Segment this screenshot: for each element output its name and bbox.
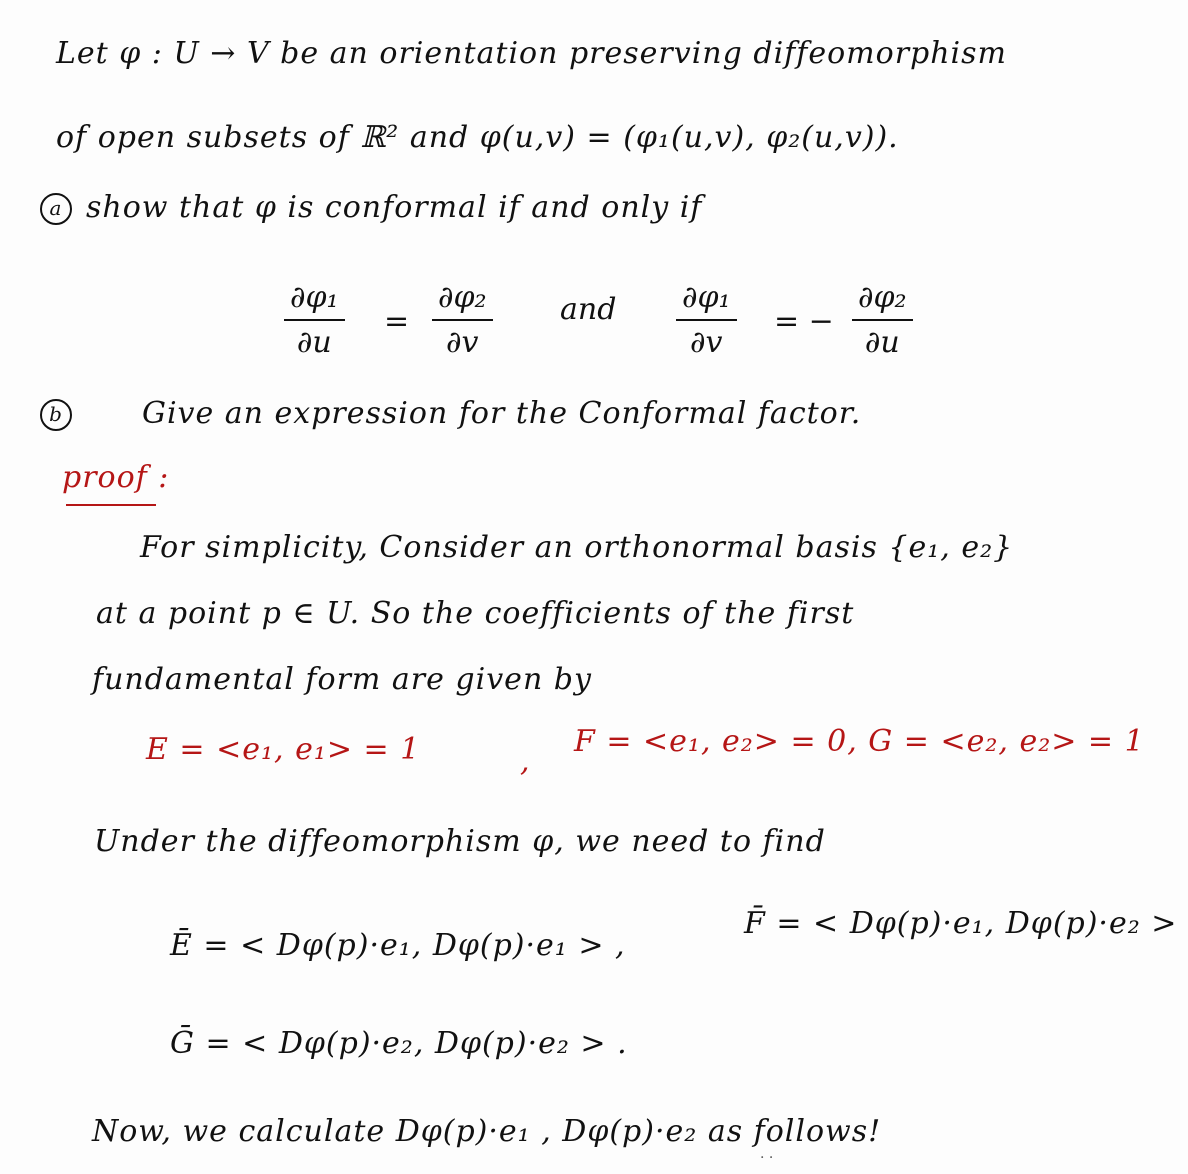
problem-line-1: Let φ : U → V be an orientation preserving diffeomorphism — [56, 36, 1007, 71]
fraction-numerator: ∂φ₁ — [682, 280, 731, 315]
part-a-text: show that φ is conformal if and only if — [86, 190, 703, 225]
fraction-bar — [676, 319, 737, 321]
fraction-bar — [852, 319, 913, 321]
proof-underline — [66, 504, 156, 506]
fraction-dphi2-dv — [432, 280, 493, 360]
equals-minus-sign: = − — [774, 304, 834, 339]
fraction-numerator: ∂φ₂ — [858, 280, 907, 315]
part-b — [40, 396, 861, 431]
part-b-label: b — [40, 399, 72, 431]
first-fundamental-form-separator: , — [520, 744, 531, 779]
fraction-dphi2-du — [852, 280, 913, 360]
fraction-denominator: ∂v — [690, 325, 723, 360]
fraction-bar — [432, 319, 493, 321]
fraction-numerator: ∂φ₂ — [438, 280, 487, 315]
proof-line-2: at a point p ∈ U. So the coefficients of the first — [96, 596, 855, 631]
E-bar-definition: Ē = < Dφ(p)·e₁, Dφ(p)·e₁ > , — [170, 928, 626, 963]
part-b-text: Give an expression for the Conformal factor. — [142, 396, 862, 431]
fraction-dphi1-dv — [676, 280, 737, 360]
equals-sign: = — [384, 304, 410, 339]
fraction-numerator: ∂φ₁ — [290, 280, 339, 315]
proof-heading: proof : — [62, 460, 170, 495]
proof-line-3: fundamental form are given by — [92, 662, 592, 697]
fraction-denominator: ∂v — [446, 325, 479, 360]
and-word: and — [560, 292, 617, 327]
proof-line-5: Now, we calculate Dφ(p)·e₁ , Dφ(p)·e₂ as follows! — [92, 1114, 882, 1149]
fraction-bar — [284, 319, 345, 321]
proof-line-1: For simplicity, Consider an orthonormal basis {e₁, e₂} — [140, 530, 1014, 565]
fraction-denominator: ∂u — [296, 325, 332, 360]
proof-line-4: Under the diffeomorphism φ, we need to find — [94, 824, 826, 859]
fraction-dphi1-du — [284, 280, 345, 360]
part-a — [40, 190, 702, 225]
G-bar-definition: Ḡ = < Dφ(p)·e₂, Dφ(p)·e₂ > . — [170, 1026, 628, 1061]
first-fundamental-form-E: E = <e₁, e₁> = 1 — [146, 732, 421, 767]
first-fundamental-form-FG: F = <e₁, e₂> = 0, G = <e₂, e₂> = 1 — [574, 724, 1145, 759]
part-a-label: a — [40, 193, 72, 225]
fraction-denominator: ∂u — [864, 325, 900, 360]
F-bar-definition: F̄ = < Dφ(p)·e₁, Dφ(p)·e₂ > — [744, 906, 1178, 941]
stray-dots: · · — [760, 1150, 774, 1166]
problem-line-2: of open subsets of ℝ² and φ(u,v) = (φ₁(u,v), φ₂(u,v)). — [56, 120, 899, 155]
